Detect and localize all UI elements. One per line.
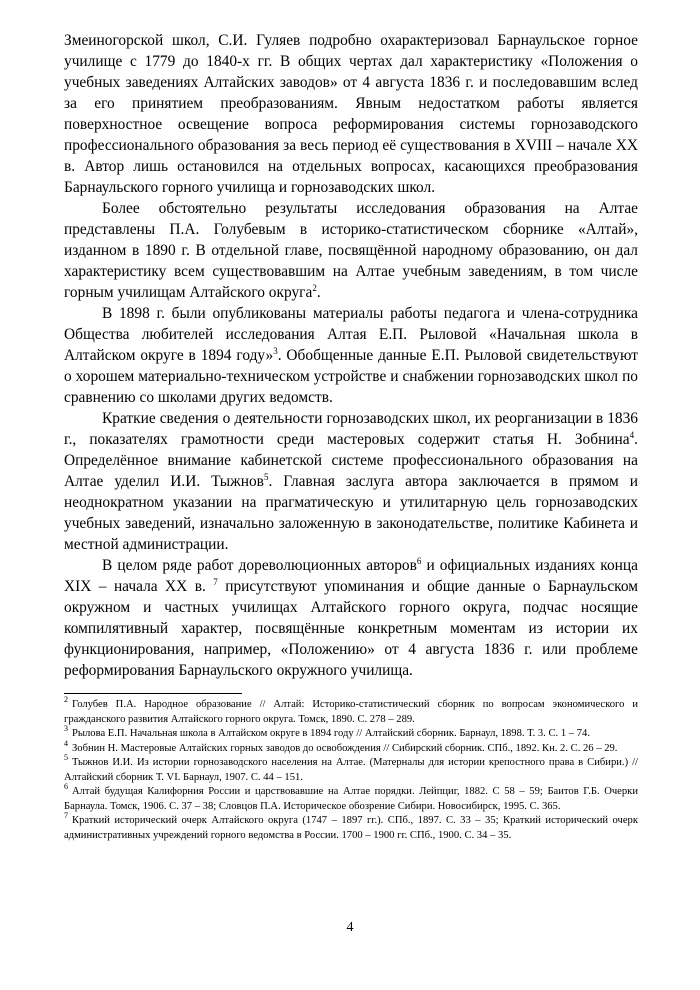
paragraph-text: Змеиногорской школ, С.И. Гуляев подробно охарактеризовал Барнаульское горное училище с 1779 до 1840-х гг. В общих чертах дал характеристику «Положения о учебных заведениях Алтайских заводов» от 4 августа 1836 г. и последовавшим вслед за его принятием преобразованиям. Явным недостатком работы является поверхностное освещение вопроса реформирования системы горнозаводского профессионального образования за весь период её существования в XVIII – начале XX в. Автор лишь остановился на отдельных вопросах, касающихся преобразования Барнаульского горного училища и горнозаводских школ. <box>64 32 638 196</box>
main-text <box>64 30 638 681</box>
paragraph-text: . Главная заслуга автора заключается в прямом и неоднократном указании на прагматическую и утилитарную цель горнозаводских учебных заведений, изначально заложенную в законодательстве, политике Кабинета и местной администрации. <box>64 473 638 553</box>
footnote-reference[interactable]: 4 <box>629 429 635 440</box>
paragraph-text: и официальных изданиях конца XIX – начала XX в. <box>64 557 638 595</box>
footnote-number: 3 <box>64 724 68 734</box>
footnotes <box>64 695 638 843</box>
paragraph-text: присутствуют упоминания и общие данные о Барнаульском окружном и частных училищах Алтайского горного округа, подчас носящие компилятивный характер, посвящённые конкретным моментам из истории их функционирования, например, «Положению» от 4 августа 1836 г. или проблеме реформирования Барнаульского окружного училища. <box>64 578 638 679</box>
footnote-number: 4 <box>64 738 68 748</box>
page-number: 4 <box>346 920 354 935</box>
footnote-text: Голубев П.А. Народное образование // Алтай: Историко-статистический сборник по вопросам экономического и гражданского развития Алтайского горного округа. Томск, 1890. С. 278 – 289. <box>64 699 638 725</box>
footnote-text: Рылова Е.П. Начальная школа в Алтайском округе в 1894 году // Алтайский сборник. Барнаул, 1898. Т. 3. С. 1 – 74. <box>72 728 590 739</box>
body-paragraph <box>64 555 638 681</box>
document-page <box>64 30 638 843</box>
footnote-reference[interactable]: 2 <box>312 282 317 293</box>
paragraph-text: . Определённое внимание кабинетской системе профессионального образования на Алтае уделил И.И. Тыжнов <box>64 431 638 490</box>
footnote-number: 7 <box>64 811 68 821</box>
footnote-number: 5 <box>64 753 68 763</box>
footnote-reference[interactable]: 3 <box>273 345 278 356</box>
footnote-item <box>64 753 638 785</box>
footnote-text: Зобнин Н. Мастеровые Алтайских горных заводов до освобождения // Сибирский сборник. СПб., 1892. Кн. 2. С. 26 – 29. <box>72 742 618 754</box>
footnote-text: Тыжнов И.И. Из истории горнозаводского населения на Алтае. (Матерналы для истории крепостного права в Сибири.) // Алтайский сборник Т. VI. Барнаул, 1907. С. 44 – 151. <box>64 757 638 783</box>
footnote-reference[interactable]: 5 <box>263 471 269 482</box>
footnote-item <box>64 782 638 814</box>
footnote-item <box>64 811 638 843</box>
paragraph-text: . <box>316 284 321 301</box>
footnote-number: 6 <box>64 782 68 792</box>
footnote-number: 2 <box>64 695 68 705</box>
footnote-text: Алтай будущая Калифорния России и царствовавшие на Алтае порядки. Лейпциг, 1882. С 58 – 59; Баитов Г.Б. Очерки Барнаула. Томск, 1906. С. 37 – 38; Словцов П.А. Историческое обозрение Сибири. Новосибирск, 1995. С. 365. <box>64 786 638 812</box>
footnote-item <box>64 724 638 742</box>
footnote-text: Краткий исторический очерк Алтайского округа (1747 – 1897 гг.). СПб., 1897. С. 33 – 35; Краткий исторический очерк административных учреждений горного ведомства в России. 1700 – 1900 гг. СПб., 1900. С. 34 – 35. <box>64 815 638 841</box>
body-paragraph <box>64 30 638 198</box>
footnote-item <box>64 738 638 757</box>
paragraph-text: В целом ряде работ дореволюционных авторов <box>102 557 417 574</box>
footnote-separator <box>64 693 242 694</box>
paragraph-text: Более обстоятельно результаты исследования образования на Алтае представлены П.А. Голубевым в историко-статистическом сборнике «Алтай», изданном в 1890 г. В отдельной главе, посвящённой народному образованию, он дал характеристику всем существовавшим на Алтае учебным заведениям, в том числе горным училищам Алтайского округа <box>64 200 638 301</box>
paragraph-text: В 1898 г. были опубликованы материалы работы педагога и члена-сотрудника Общества любителей исследования Алтая Е.П. Рыловой «Начальная школа в Алтайском округе в 1894 году» <box>64 305 638 364</box>
footnote-item <box>64 695 638 727</box>
body-paragraph <box>64 198 638 303</box>
body-paragraph <box>64 408 638 555</box>
body-paragraph <box>64 303 638 408</box>
footnote-reference[interactable]: 7 <box>213 576 218 587</box>
footnote-reference[interactable]: 6 <box>416 555 422 566</box>
paragraph-text: Краткие сведения о деятельности горнозаводских школ, их реорганизации в 1836 г., показателях грамотности среди мастеровых содержит статья Н. Зобнина <box>64 410 638 448</box>
paragraph-text: . Обобщенные данные Е.П. Рыловой свидетельствуют о хорошем материально-техническом устройстве и снабжении горнозаводских школ по сравнению со школами других ведомств. <box>64 347 638 406</box>
